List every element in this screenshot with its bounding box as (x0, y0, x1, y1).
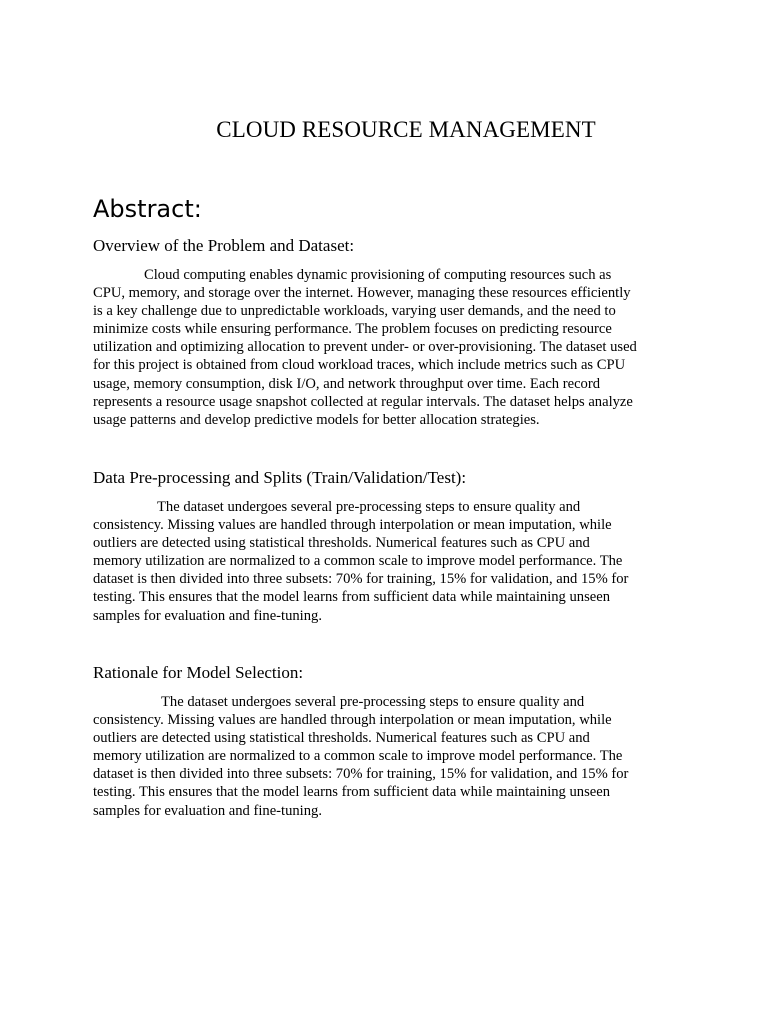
paragraph-line: testing. This ensures that the model learns from sufficient data while maintaining unseen (93, 784, 611, 801)
paragraph-line: usage, memory consumption, disk I/O, and network throughput over time. Each record (93, 375, 601, 392)
paragraph-line: The dataset undergoes several pre-processing steps to ensure quality and (157, 499, 581, 515)
paragraph-overview (93, 266, 677, 429)
paragraph-line: represents a resource usage snapshot collected at regular intervals. The dataset helps analyze (93, 393, 633, 410)
paragraph-preprocessing (93, 498, 677, 625)
paragraph-line: usage patterns and develop predictive models for better allocation strategies. (93, 411, 540, 428)
paragraph-line: testing. This ensures that the model learns from sufficient data while maintaining unseen (93, 589, 611, 606)
paragraph-line: memory utilization are normalized to a common scale to improve model performance. The (93, 553, 623, 570)
paragraph-line: CPU, memory, and storage over the internet. However, managing these resources efficiently (93, 285, 631, 302)
paragraph-line: dataset is then divided into three subsets: 70% for training, 15% for validation, and 15% for (93, 766, 629, 783)
section-heading-model-selection: Rationale for Model Selection: (93, 663, 304, 682)
paragraph-model-selection (93, 693, 677, 820)
paragraph-line: for this project is obtained from cloud workload traces, which include metrics such as CPU (93, 357, 626, 374)
paragraph-line: utilization and optimizing allocation to prevent under- or over-provisioning. The dataset used (93, 339, 637, 356)
paragraph-line: samples for evaluation and fine-tuning. (93, 607, 322, 624)
paragraph-line: samples for evaluation and fine-tuning. (93, 802, 322, 819)
paragraph-line: Cloud computing enables dynamic provisioning of computing resources such as (144, 267, 612, 283)
paragraph-line: consistency. Missing values are handled through interpolation or mean imputation, while (93, 517, 612, 534)
document-title: CLOUD RESOURCE MANAGEMENT (216, 117, 596, 142)
paragraph-line: The dataset undergoes several pre-processing steps to ensure quality and (161, 694, 585, 710)
paragraph-line: memory utilization are normalized to a common scale to improve model performance. The (93, 748, 623, 765)
paragraph-line: minimize costs while ensuring performance. The problem focuses on predicting resource (93, 321, 612, 338)
section-heading-overview: Overview of the Problem and Dataset: (93, 236, 355, 255)
section-heading-preprocessing: Data Pre-processing and Splits (Train/Validation/Test): (93, 468, 467, 487)
paragraph-line: outliers are detected using statistical thresholds. Numerical features such as CPU and (93, 730, 590, 747)
paragraph-line: dataset is then divided into three subsets: 70% for training, 15% for validation, and 15% for (93, 571, 629, 588)
abstract-heading: Abstract: (93, 195, 202, 223)
paragraph-line: is a key challenge due to unpredictable workloads, varying user demands, and the need to (93, 303, 616, 320)
paragraph-line: outliers are detected using statistical thresholds. Numerical features such as CPU and (93, 535, 590, 552)
paragraph-line: consistency. Missing values are handled through interpolation or mean imputation, while (93, 712, 612, 729)
